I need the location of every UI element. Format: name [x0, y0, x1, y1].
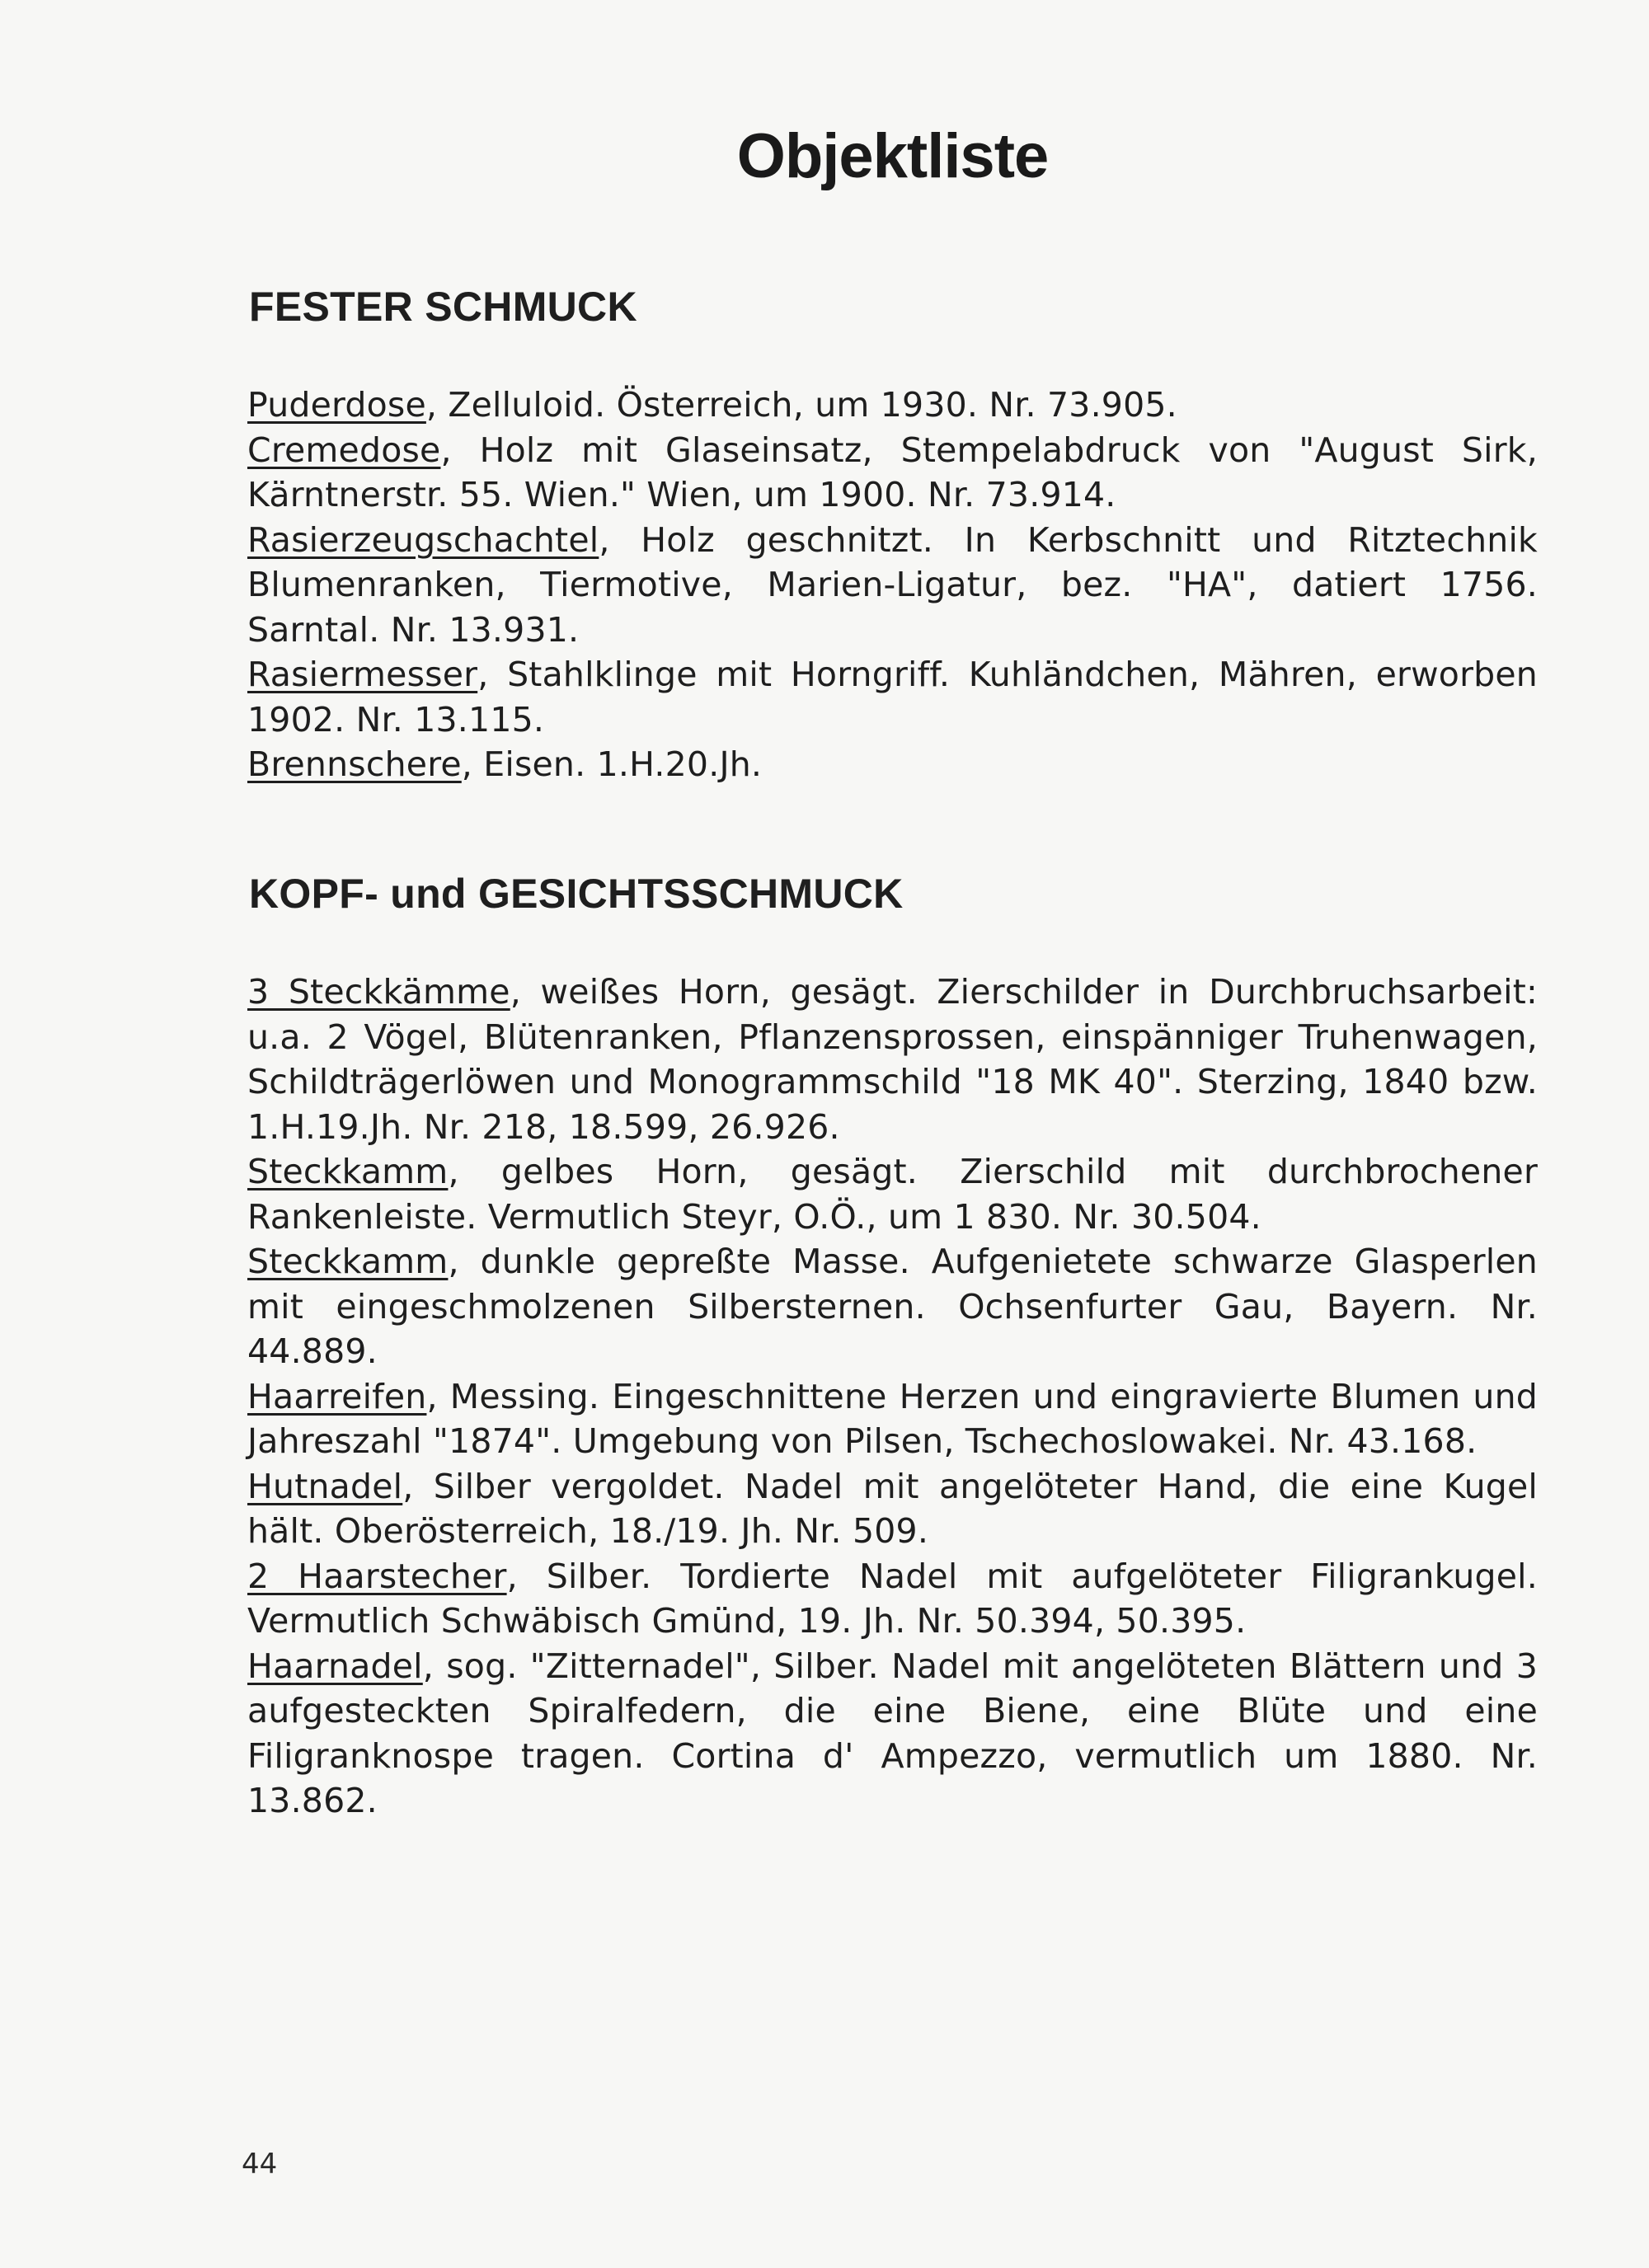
item-description: , dunkle gepreßte Masse. Aufgenietete schwarze Glasperlen mit eingeschmolzenen Silbersternen. Ochsenfurter Gau, Bayern. Nr. 44.889. — [247, 1242, 1538, 1371]
item-name: Haarnadel — [247, 1646, 423, 1686]
item-name: Rasierzeugschachtel — [247, 519, 599, 560]
list-item — [247, 970, 1538, 1149]
item-description: , Holz geschnitzt. In Kerbschnitt und Ritztechnik Blumenranken, Tiermotive, Marien-Ligatur, bez. "HA", datiert 1756. Sarntal. Nr. 13.931. — [247, 519, 1538, 650]
list-item — [247, 1464, 1538, 1554]
item-name: Rasiermesser — [247, 655, 478, 694]
list-item — [247, 652, 1538, 742]
item-description: , Messing. Eingeschnittene Herzen und eingravierte Blumen und Jahreszahl "1874". Umgebung von Pilsen, Tschechoslowakei. Nr. 43.168. — [247, 1376, 1538, 1461]
section-kopf-und-gesichtsschmuck — [247, 869, 1538, 1824]
section-heading: KOPF- und GESICHTSSCHMUCK — [249, 871, 904, 917]
item-description: , Stahlklinge mit Horngriff. Kuhländchen, Mähren, erworben 1902. Nr. 13.115. — [247, 655, 1538, 740]
item-description: , sog. "Zitternadel", Silber. Nadel mit angelöteten Blättern und 3 aufgesteckten Spiralfedern, die eine Biene, eine Blüte und eine Filigranknospe tragen. Cortina d' Ampezzo, vermutlich um 1880. Nr. 13.862. — [247, 1646, 1538, 1820]
page-title: Objektliste — [736, 121, 1049, 191]
list-item — [247, 1554, 1538, 1644]
list-item — [247, 742, 1538, 787]
item-description: , Silber. Tordierte Nadel mit aufgelöteter Filigrankugel. Vermutlich Schwäbisch Gmünd, 19. Jh. Nr. 50.394, 50.395. — [247, 1556, 1538, 1641]
object-list — [247, 970, 1538, 1824]
item-name: Steckkamm — [247, 1242, 449, 1281]
item-name: Cremedose — [247, 430, 441, 470]
item-description: , Silber vergoldet. Nadel mit angelöteter Hand, die eine Kugel hält. Oberösterreich, 18./19. Jh. Nr. 509. — [247, 1466, 1538, 1551]
list-item — [247, 428, 1538, 518]
list-item — [247, 1644, 1538, 1824]
list-item — [247, 383, 1538, 428]
section-fester-schmuck — [247, 282, 1538, 787]
list-item — [247, 518, 1538, 653]
item-description: , Zelluloid. Österreich, um 1930. Nr. 73.905. — [425, 385, 1177, 425]
section-heading: FESTER SCHMUCK — [249, 284, 637, 330]
item-name: 3 Steckkämme — [247, 972, 510, 1012]
item-name: Puderdose — [247, 385, 426, 425]
page-number: 44 — [242, 2148, 278, 2181]
item-name: Hutnadel — [247, 1466, 403, 1506]
item-name: Brennschere — [247, 744, 462, 784]
item-name: Steckkamm — [247, 1152, 449, 1191]
list-item — [247, 1239, 1538, 1374]
item-description: , Eisen. 1.H.20.Jh. — [461, 744, 763, 784]
item-name: Haarreifen — [247, 1376, 427, 1416]
list-item — [247, 1149, 1538, 1239]
item-name: 2 Haarstecher — [247, 1556, 507, 1596]
item-description: , weißes Horn, gesägt. Zierschilder in Durchbruchsarbeit: u.a. 2 Vögel, Blütenranken, Pflanzensprossen, einspänniger Truhenwagen, Schildträgerlöwen und Monogrammschild "18 MK 40". Sterzing, 1840 bzw. 1.H.19.Jh. Nr. 218, 18.599, 26.926. — [247, 972, 1538, 1147]
item-description: , gelbes Horn, gesägt. Zierschild mit durchbrochener Rankenleiste. Vermutlich Steyr, O.Ö., um 1 830. Nr. 30.504. — [247, 1152, 1538, 1237]
list-item — [247, 1374, 1538, 1464]
object-list — [247, 383, 1538, 787]
item-description: , Holz mit Glaseinsatz, Stempelabdruck von "August Sirk, Kärntnerstr. 55. Wien." Wien, um 1900. Nr. 73.914. — [247, 430, 1538, 514]
